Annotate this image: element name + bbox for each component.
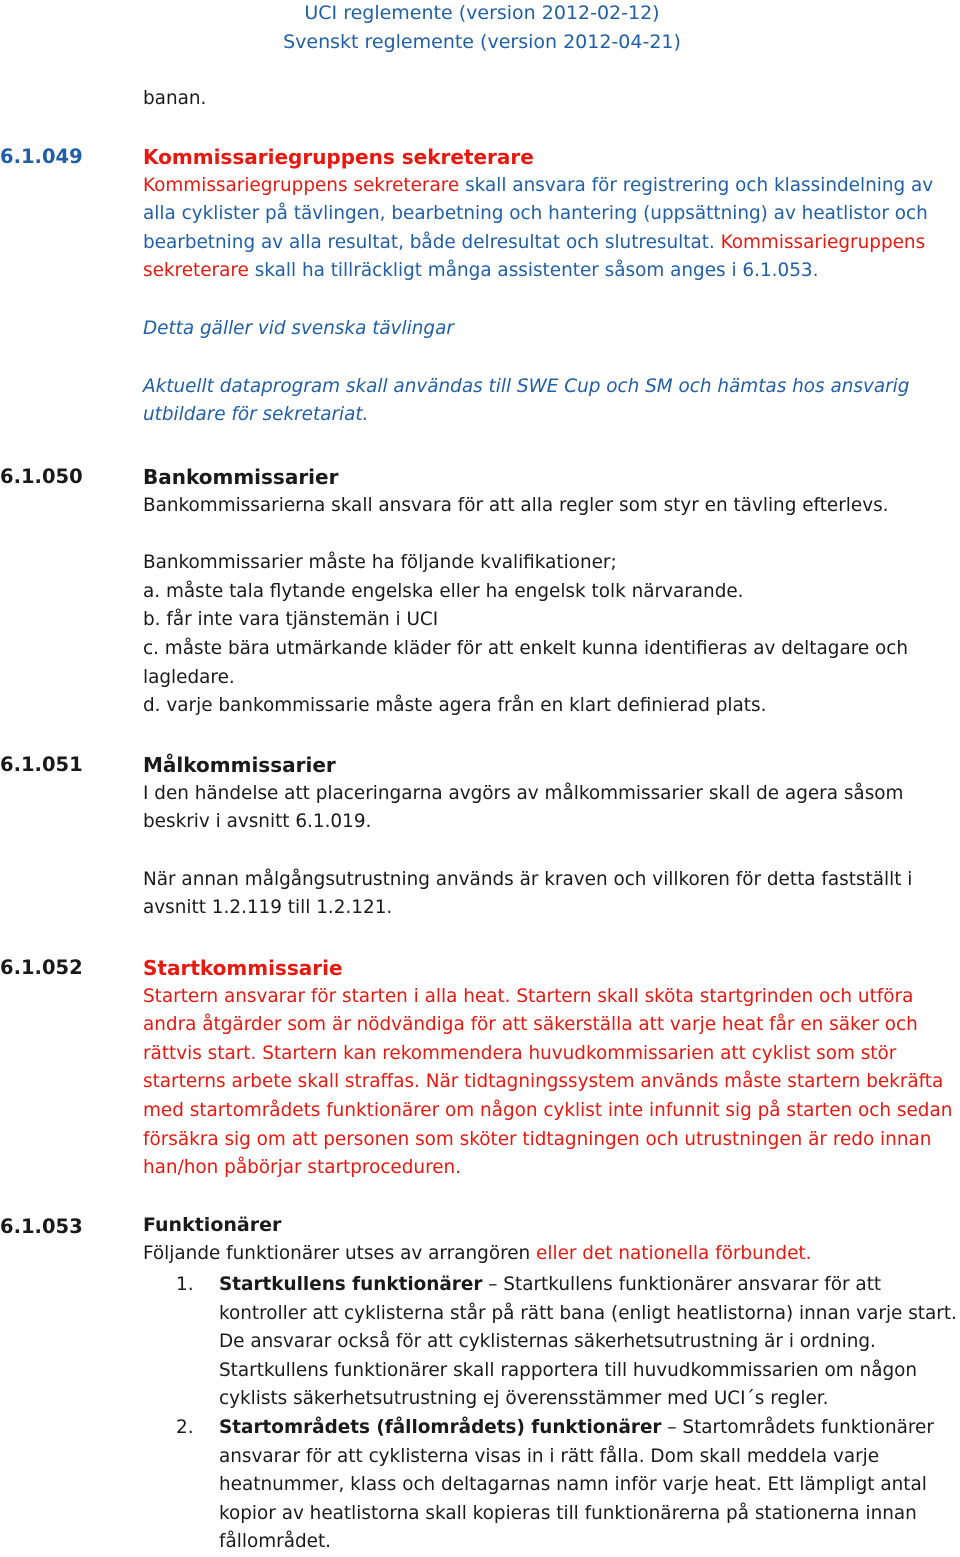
section-title-053: Funktionärer [143, 1214, 282, 1236]
numbered-item-2-head: Startområdets (fållområdets) funktionärer [219, 1417, 662, 1438]
section-number-050: 6.1.050 [0, 465, 83, 488]
section-052 [143, 954, 957, 1183]
section-title-050: Bankommissarier [143, 465, 339, 489]
swedish-note-text: Aktuellt dataprogram skall användas till SWE Cup och SM och hämtas hos ansvarig utbildare för sekretariat. [143, 375, 910, 426]
list-item-c: c. måste bära utmärkande kläder för att enkelt kunna identifieras av deltagare och lagledare. [143, 637, 909, 688]
numbered-item-1-text: – Startkullens funktionärer ansvarar för att kontroller att cyklisterna står på rätt bana (enligt heatlistorna) innan varje start. De ansvarar också för att cyklisternas säkerhetsutrustning är i ordning. Startkullens funktionärer skall rapportera till huvudkommissarien om någon cyklists säkerhetsutrustning ej överensstämmer med UCI´s regler. [219, 1274, 957, 1410]
intro-highlight: eller det nationella förbundet. [536, 1242, 812, 1264]
section-number-051: 6.1.051 [0, 753, 83, 776]
section-052-para: Startern ansvarar för starten i alla heat. Startern skall sköta startgrinden och utföra andra åtgärder som är nödvändiga för att säkerställa att varje heat får en säker och rättvis start. Startern kan rekommendera huvudkommissarien att cyklist som stör starterns arbete skall straffas. När tidtagningssystem används måste startern bekräfta med startområdets funktionärer om någon cyklist inte infunnit sig på starten och sedan försäkra sig om att personen som sköter tidtagningen och utrustningen är redo innan han/hon påbörjar startproceduren. [143, 985, 953, 1179]
section-049-body [143, 172, 957, 286]
section-051-para-1: I den händelse att placeringarna avgörs av målkommissarier skall de agera såsom beskriv i avsnitt 6.1.019. [143, 782, 904, 833]
header-swedish-version: Svenskt reglemente (version 2012-04-21) [283, 30, 681, 53]
section-title-052: Startkommissarie [143, 956, 343, 980]
section-050-para-1: Bankommissarierna skall ansvara för att alla regler som styr en tävling efterlevs. [143, 494, 889, 516]
list-item-a: a. måste tala flytande engelska eller ha engelsk tolk närvarande. [143, 580, 744, 602]
section-053-intro [143, 1240, 957, 1269]
swedish-note-heading: Detta gäller vid svenska tävlingar [143, 317, 454, 339]
list-item-d: d. varje bankommissarie måste agera från en klart definierad plats. [143, 695, 767, 717]
list-number-2: 2. [176, 1417, 194, 1438]
intro-text: Följande funktionärer utses av arrangören [143, 1242, 537, 1264]
numbered-item-2-text: – Startområdets funktionärer ansvarar för att cyklisterna visas in i rätt fålla. Dom skall meddela varje heatnummer, klass och deltagarnas namn inför varje heat. Ett lämpligt antal kopior av heatlistorna skall kopieras till funktionärerna på stationerna innan fållområdet. [219, 1417, 934, 1553]
section-050 [143, 463, 957, 721]
section-051-para-2: När annan målgångsutrustning används är kraven och villkoren för detta fastställt i avsnitt 1.2.119 till 1.2.121. [143, 868, 913, 919]
section-number-049: 6.1.049 [0, 145, 83, 168]
section-title-051: Målkommissarier [143, 753, 336, 777]
role-highlight: Kommissariegruppens sekreterare [143, 174, 460, 196]
section-049-text-2: skall ha tillräckligt många assistenter såsom anges i 6.1.053. [248, 260, 819, 282]
section-title-049: Kommissariegruppens sekreterare [143, 145, 534, 169]
role-highlight-2: Kommissariegruppens sekreterare [143, 231, 926, 282]
top-fragment: banan. [143, 88, 207, 109]
numbered-item-2 [219, 1414, 959, 1557]
header-uci-version: UCI reglemente (version 2012-02-12) [304, 2, 660, 24]
page-header [0, 0, 960, 56]
section-049-text-1: skall ansvara för registrering och klassindelning av alla cyklister på tävlingen, bearbetning och hantering (uppsättning) av heatlistor och bearbetning av alla resultat, både delresultat och slutresultat. [143, 174, 934, 253]
section-051 [143, 751, 957, 923]
section-049 [143, 143, 957, 430]
section-number-053: 6.1.053 [0, 1215, 83, 1238]
numbered-item-1 [219, 1271, 959, 1414]
section-number-052: 6.1.052 [0, 956, 83, 979]
section-053 [143, 1211, 957, 1268]
list-item-b: b. får inte vara tjänstemän i UCI [143, 609, 439, 631]
list-number-1: 1. [176, 1274, 194, 1295]
section-050-para-2: Bankommissarier måste ha följande kvalifikationer; [143, 552, 617, 574]
numbered-item-1-head: Startkullens funktionärer [219, 1274, 483, 1295]
